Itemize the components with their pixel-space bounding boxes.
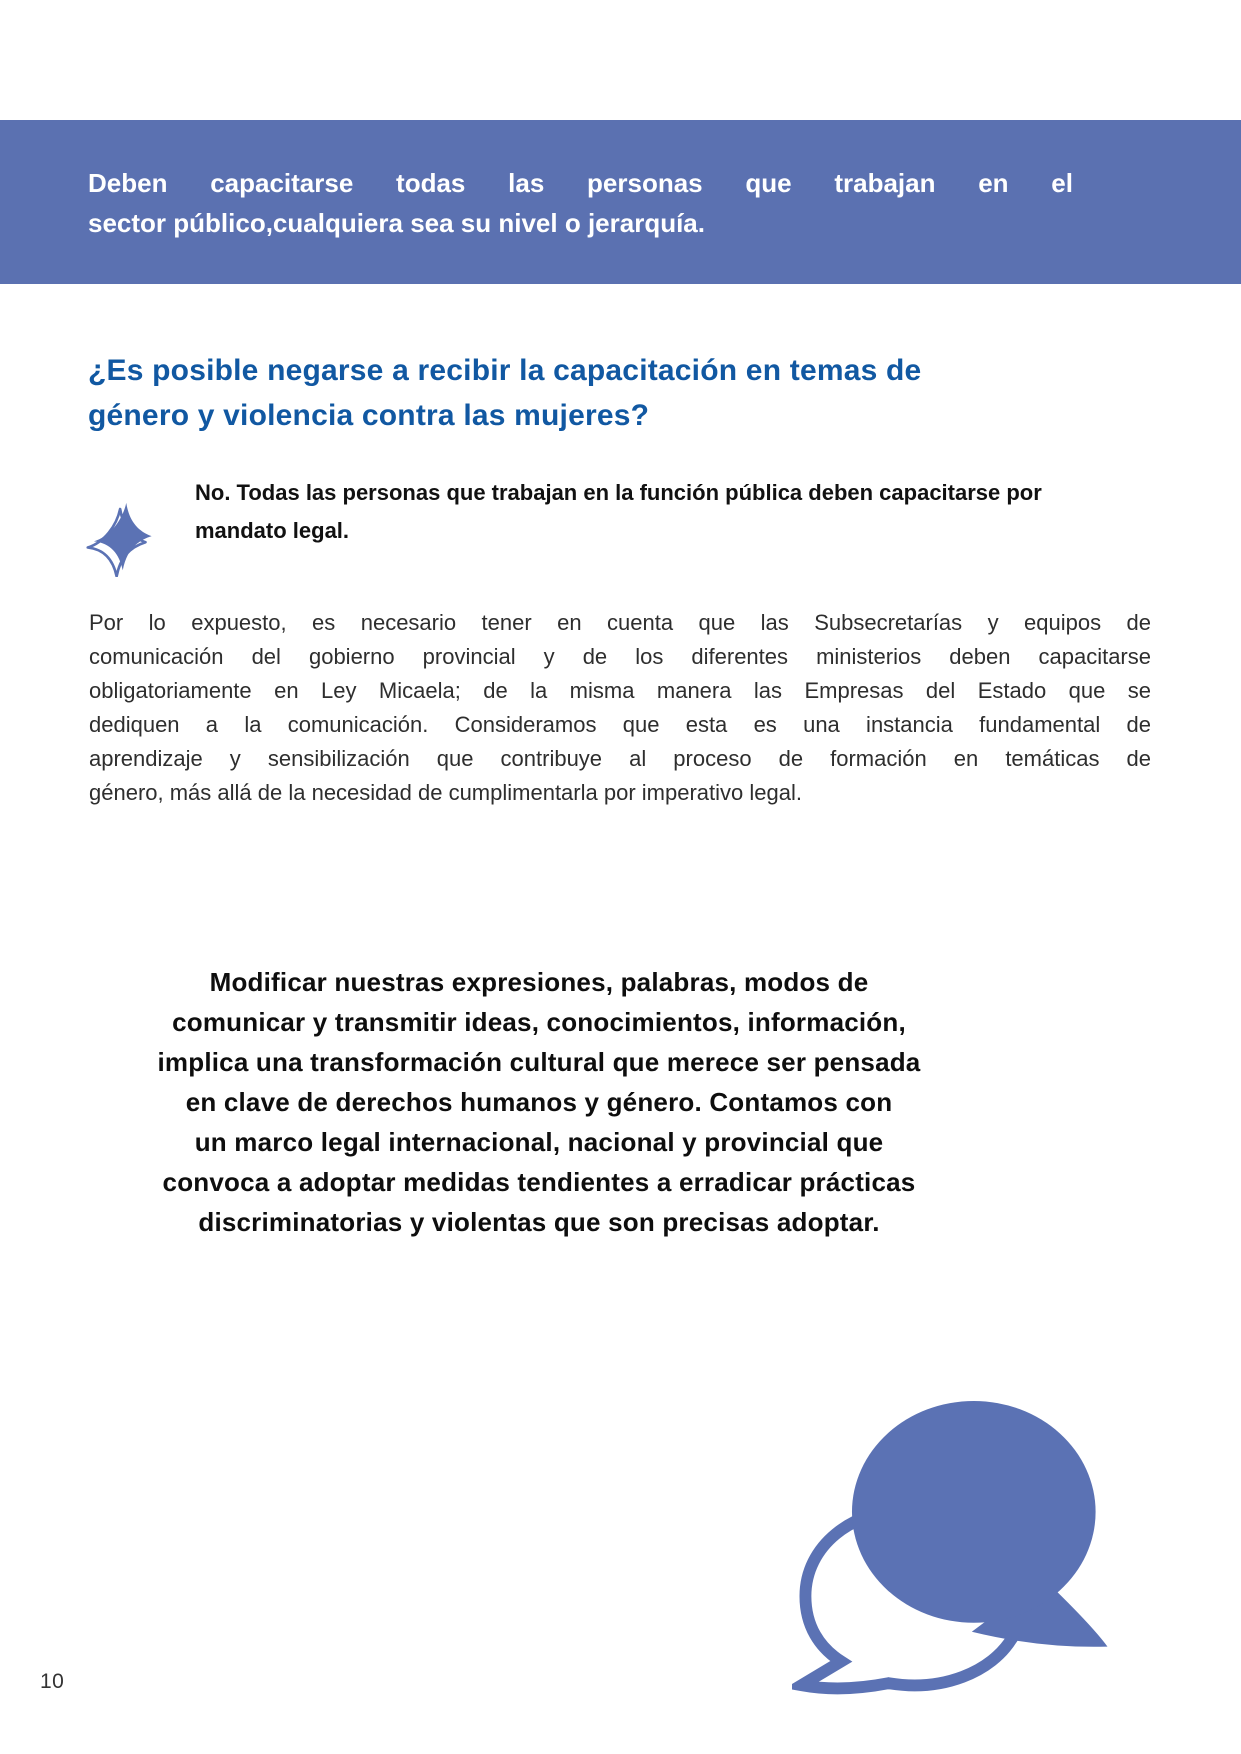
body-line: Por lo expuesto, es necesario tener en cuenta que las Subsecretarías y equipos de (89, 610, 1151, 635)
banner-line: Deben capacitarse todas las personas que trabajan en el (88, 168, 1073, 198)
highlight-line: discriminatorias y violentas que son precisas adoptar. (198, 1207, 880, 1237)
highlight-line: un marco legal internacional, nacional y provincial que (194, 1127, 884, 1157)
body-line: aprendizaje y sensibilización que contribuye al proceso de formación en temáticas de (89, 746, 1151, 771)
banner-text (88, 163, 1073, 243)
body-paragraph (89, 606, 1151, 810)
top-banner (0, 120, 1241, 284)
highlight-line: implica una transformación cultural que merece ser pensada (157, 1047, 921, 1077)
question-line: ¿Es posible negarse a recibir la capacitación en temas de (88, 354, 922, 387)
answer-line: No. Todas las personas que trabajan en la función pública deben capacitarse por (195, 480, 1042, 505)
highlight-line: comunicar y transmitir ideas, conocimientos, información, (172, 1007, 906, 1037)
answer-text (195, 474, 1130, 550)
question-heading (88, 348, 1088, 438)
highlight-line: en clave de derechos humanos y género. Contamos con (185, 1087, 893, 1117)
body-line: obligatoriamente en Ley Micaela; de la misma manera las Empresas del Estado que se (89, 678, 1151, 703)
answer-line: mandato legal. (195, 518, 350, 543)
question-line: género y violencia contra las mujeres? (88, 399, 650, 432)
speech-bubbles-icon (792, 1398, 1112, 1705)
body-line: comunicación del gobierno provincial y de los diferentes ministerios deben capacitarse (89, 644, 1151, 669)
body-line: dediquen a la comunicación. Consideramos que esta es una instancia fundamental de (89, 712, 1151, 737)
highlight-line: convoca a adoptar medidas tendientes a erradicar prácticas (162, 1167, 916, 1197)
highlight-paragraph (88, 962, 990, 1242)
body-line: género, más allá de la necesidad de cumplimentarla por imperativo legal. (89, 780, 802, 805)
banner-line: sector público,cualquiera sea su nivel o jerarquía. (88, 208, 705, 238)
highlight-line: Modificar nuestras expresiones, palabras, modos de (209, 967, 869, 997)
page-number: 10 (40, 1670, 65, 1693)
sparkle-star-icon (86, 497, 156, 577)
